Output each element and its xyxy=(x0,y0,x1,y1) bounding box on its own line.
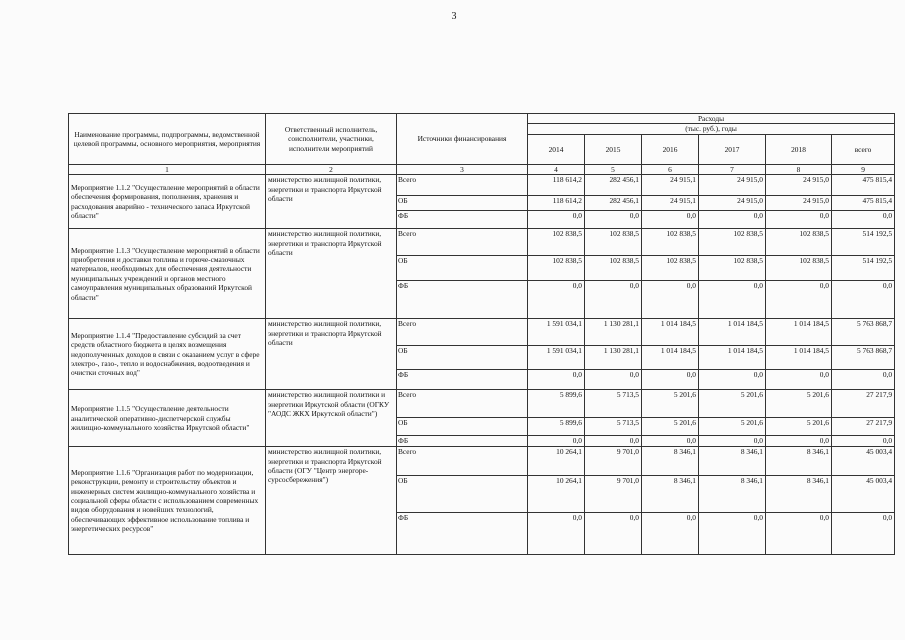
table-row xyxy=(69,390,895,418)
col-number: 8 xyxy=(766,164,832,174)
funding-source: ОБ xyxy=(397,196,528,211)
header-year: 2018 xyxy=(766,134,832,164)
measure-name: Мероприятие 1.1.6 "Организация работ по модернизации, реконструкции, ремонту и строительству объектов и инженерных систем жилищно-коммунального хозяйства и социальной сферы области с использованием современных видов оборудования и новейших технологий, обеспечивающих эффективное использование топлива и энергетических ресурсов" xyxy=(69,447,266,555)
year-value: 0,0 xyxy=(642,211,699,229)
total-value: 5 763 868,7 xyxy=(832,319,895,346)
table-row xyxy=(69,319,895,346)
funding-source: Всего xyxy=(397,175,528,196)
funding-source: Всего xyxy=(397,447,528,476)
year-value: 5 201,6 xyxy=(699,418,766,436)
measure-executor: министерство жилищной политики, энергетики и транспорта Иркутской области xyxy=(266,319,397,390)
year-value: 8 346,1 xyxy=(642,476,699,513)
year-value: 102 838,5 xyxy=(585,256,642,281)
year-value: 0,0 xyxy=(528,436,585,447)
measure-executor: министерство жилищной политики, энергетики и транспорта Иркутской области xyxy=(266,229,397,319)
year-value: 0,0 xyxy=(699,281,766,319)
year-value: 102 838,5 xyxy=(699,256,766,281)
year-value: 0,0 xyxy=(699,370,766,390)
year-value: 5 713,5 xyxy=(585,418,642,436)
header-year: 2014 xyxy=(528,134,585,164)
total-value: 0,0 xyxy=(832,436,895,447)
year-value: 0,0 xyxy=(642,370,699,390)
year-value: 282 456,1 xyxy=(585,175,642,196)
year-value: 0,0 xyxy=(585,281,642,319)
col-number: 6 xyxy=(642,164,699,174)
year-value: 0,0 xyxy=(585,211,642,229)
year-value: 102 838,5 xyxy=(766,256,832,281)
year-value: 5 899,6 xyxy=(528,390,585,418)
year-value: 1 591 034,1 xyxy=(528,319,585,346)
funding-source: ОБ xyxy=(397,476,528,513)
year-value: 8 346,1 xyxy=(699,476,766,513)
year-value: 9 701,0 xyxy=(585,447,642,476)
total-value: 45 003,4 xyxy=(832,447,895,476)
col-number: 3 xyxy=(397,164,528,174)
year-value: 5 713,5 xyxy=(585,390,642,418)
year-value: 102 838,5 xyxy=(585,229,642,256)
year-value: 24 915,1 xyxy=(642,196,699,211)
year-value: 0,0 xyxy=(766,370,832,390)
year-value: 102 838,5 xyxy=(642,256,699,281)
year-value: 0,0 xyxy=(585,436,642,447)
header-year: 2017 xyxy=(699,134,766,164)
year-value: 24 915,0 xyxy=(699,196,766,211)
total-value: 27 217,9 xyxy=(832,418,895,436)
col-number: 1 xyxy=(69,164,266,174)
year-value: 1 591 034,1 xyxy=(528,346,585,370)
header-units: (тыс. руб.), годы xyxy=(528,124,895,134)
col-number: 7 xyxy=(699,164,766,174)
year-value: 1 014 184,5 xyxy=(642,319,699,346)
header-year: 2016 xyxy=(642,134,699,164)
year-value: 0,0 xyxy=(642,436,699,447)
year-value: 0,0 xyxy=(766,281,832,319)
funding-source: ФБ xyxy=(397,281,528,319)
total-value: 475 815,4 xyxy=(832,175,895,196)
funding-source: ФБ xyxy=(397,436,528,447)
total-value: 0,0 xyxy=(832,513,895,555)
funding-source: ОБ xyxy=(397,418,528,436)
year-value: 9 701,0 xyxy=(585,476,642,513)
year-value: 118 614,2 xyxy=(528,196,585,211)
year-value: 24 915,0 xyxy=(766,175,832,196)
year-value: 1 014 184,5 xyxy=(699,319,766,346)
year-value: 1 130 281,1 xyxy=(585,346,642,370)
measure-name: Мероприятие 1.1.3 "Осуществление мероприятий в области приобретения и доставки топлива и горюче-смазочных материалов, необходимых для обеспечения деятельности муниципальных учреждений и органов местного самоуправления муниципальных образований Иркутской области" xyxy=(69,229,266,319)
header-name: Наименование программы, подпрограммы, ведомственной целевой программы, основного мероприятия, мероприятия xyxy=(69,114,266,165)
year-value: 0,0 xyxy=(699,436,766,447)
measure-executor: министерство жилищной политики и энергетики Иркутской области (ОГКУ "АОДС ЖКХ Иркутской области") xyxy=(266,390,397,447)
header-year: 2015 xyxy=(585,134,642,164)
col-number: 5 xyxy=(585,164,642,174)
funding-source: Всего xyxy=(397,390,528,418)
year-value: 102 838,5 xyxy=(528,229,585,256)
year-value: 118 614,2 xyxy=(528,175,585,196)
total-value: 45 003,4 xyxy=(832,476,895,513)
col-number: 2 xyxy=(266,164,397,174)
year-value: 5 899,6 xyxy=(528,418,585,436)
header-expenses: Расходы xyxy=(528,114,895,124)
year-value: 8 346,1 xyxy=(642,447,699,476)
funding-source: ФБ xyxy=(397,513,528,555)
year-value: 0,0 xyxy=(766,436,832,447)
year-value: 0,0 xyxy=(528,281,585,319)
year-value: 0,0 xyxy=(528,211,585,229)
year-value: 0,0 xyxy=(585,513,642,555)
funding-source: ОБ xyxy=(397,256,528,281)
year-value: 5 201,6 xyxy=(766,390,832,418)
year-value: 282 456,1 xyxy=(585,196,642,211)
year-value: 24 915,1 xyxy=(642,175,699,196)
header-source: Источники финансирования xyxy=(397,114,528,165)
total-value: 514 192,5 xyxy=(832,256,895,281)
year-value: 0,0 xyxy=(699,513,766,555)
header-year-total: всего xyxy=(832,134,895,164)
year-value: 8 346,1 xyxy=(766,476,832,513)
year-value: 8 346,1 xyxy=(699,447,766,476)
year-value: 5 201,6 xyxy=(699,390,766,418)
funding-source: ОБ xyxy=(397,346,528,370)
table-row xyxy=(69,175,895,196)
year-value: 0,0 xyxy=(766,513,832,555)
measure-executor: министерство жилищной политики, энергетики и транспорта Иркутской области xyxy=(266,175,397,229)
year-value: 0,0 xyxy=(528,370,585,390)
page-number: 3 xyxy=(451,11,457,22)
year-value: 102 838,5 xyxy=(528,256,585,281)
total-value: 0,0 xyxy=(832,211,895,229)
year-value: 102 838,5 xyxy=(699,229,766,256)
year-value: 5 201,6 xyxy=(642,418,699,436)
year-value: 10 264,1 xyxy=(528,476,585,513)
year-value: 0,0 xyxy=(642,513,699,555)
total-value: 475 815,4 xyxy=(832,196,895,211)
year-value: 0,0 xyxy=(766,211,832,229)
year-value: 0,0 xyxy=(528,513,585,555)
measure-name: Мероприятие 1.1.2 "Осуществление мероприятий в области обеспечения формирования, пополнения, хранения и расходования аварийно - технического запаса Иркутской области" xyxy=(69,175,266,229)
year-value: 1 014 184,5 xyxy=(766,346,832,370)
year-value: 24 915,0 xyxy=(699,175,766,196)
year-value: 102 838,5 xyxy=(766,229,832,256)
year-value: 0,0 xyxy=(699,211,766,229)
year-value: 5 201,6 xyxy=(766,418,832,436)
year-value: 1 130 281,1 xyxy=(585,319,642,346)
total-value: 0,0 xyxy=(832,281,895,319)
header-executor: Ответственный исполнитель, соисполнители, участники, исполнители мероприятий xyxy=(266,114,397,165)
year-value: 24 915,0 xyxy=(766,196,832,211)
year-value: 1 014 184,5 xyxy=(766,319,832,346)
year-value: 0,0 xyxy=(642,281,699,319)
col-number: 4 xyxy=(528,164,585,174)
table-row xyxy=(69,447,895,476)
year-value: 1 014 184,5 xyxy=(699,346,766,370)
year-value: 10 264,1 xyxy=(528,447,585,476)
year-value: 102 838,5 xyxy=(642,229,699,256)
funding-source: Всего xyxy=(397,319,528,346)
measure-executor: министерство жилищной политики, энергетики и транспорта Иркутской области (ОГУ "Центр энергоре-сурсосбережения") xyxy=(266,447,397,555)
total-value: 27 217,9 xyxy=(832,390,895,418)
measure-name: Мероприятие 1.1.5 "Осуществление деятельности аналитической оперативно-диспетчерской службы жилищно-коммунального хозяйства Иркутской области" xyxy=(69,390,266,447)
year-value: 1 014 184,5 xyxy=(642,346,699,370)
measure-name: Мероприятие 1.1.4 "Предоставление субсидий за счет средств областного бюджета в целях возмещения недополученных доходов в связи с оказанием услуг в сфере электро-, газо-, тепло и водоснабжения, водоотведения и очистки сточных вод" xyxy=(69,319,266,390)
year-value: 8 346,1 xyxy=(766,447,832,476)
total-value: 514 192,5 xyxy=(832,229,895,256)
funding-source: ФБ xyxy=(397,370,528,390)
total-value: 0,0 xyxy=(832,370,895,390)
table-row xyxy=(69,229,895,256)
col-number: 9 xyxy=(832,164,895,174)
year-value: 0,0 xyxy=(585,370,642,390)
expenses-table xyxy=(68,113,895,555)
year-value: 5 201,6 xyxy=(642,390,699,418)
funding-source: Всего xyxy=(397,229,528,256)
total-value: 5 763 868,7 xyxy=(832,346,895,370)
funding-source: ФБ xyxy=(397,211,528,229)
